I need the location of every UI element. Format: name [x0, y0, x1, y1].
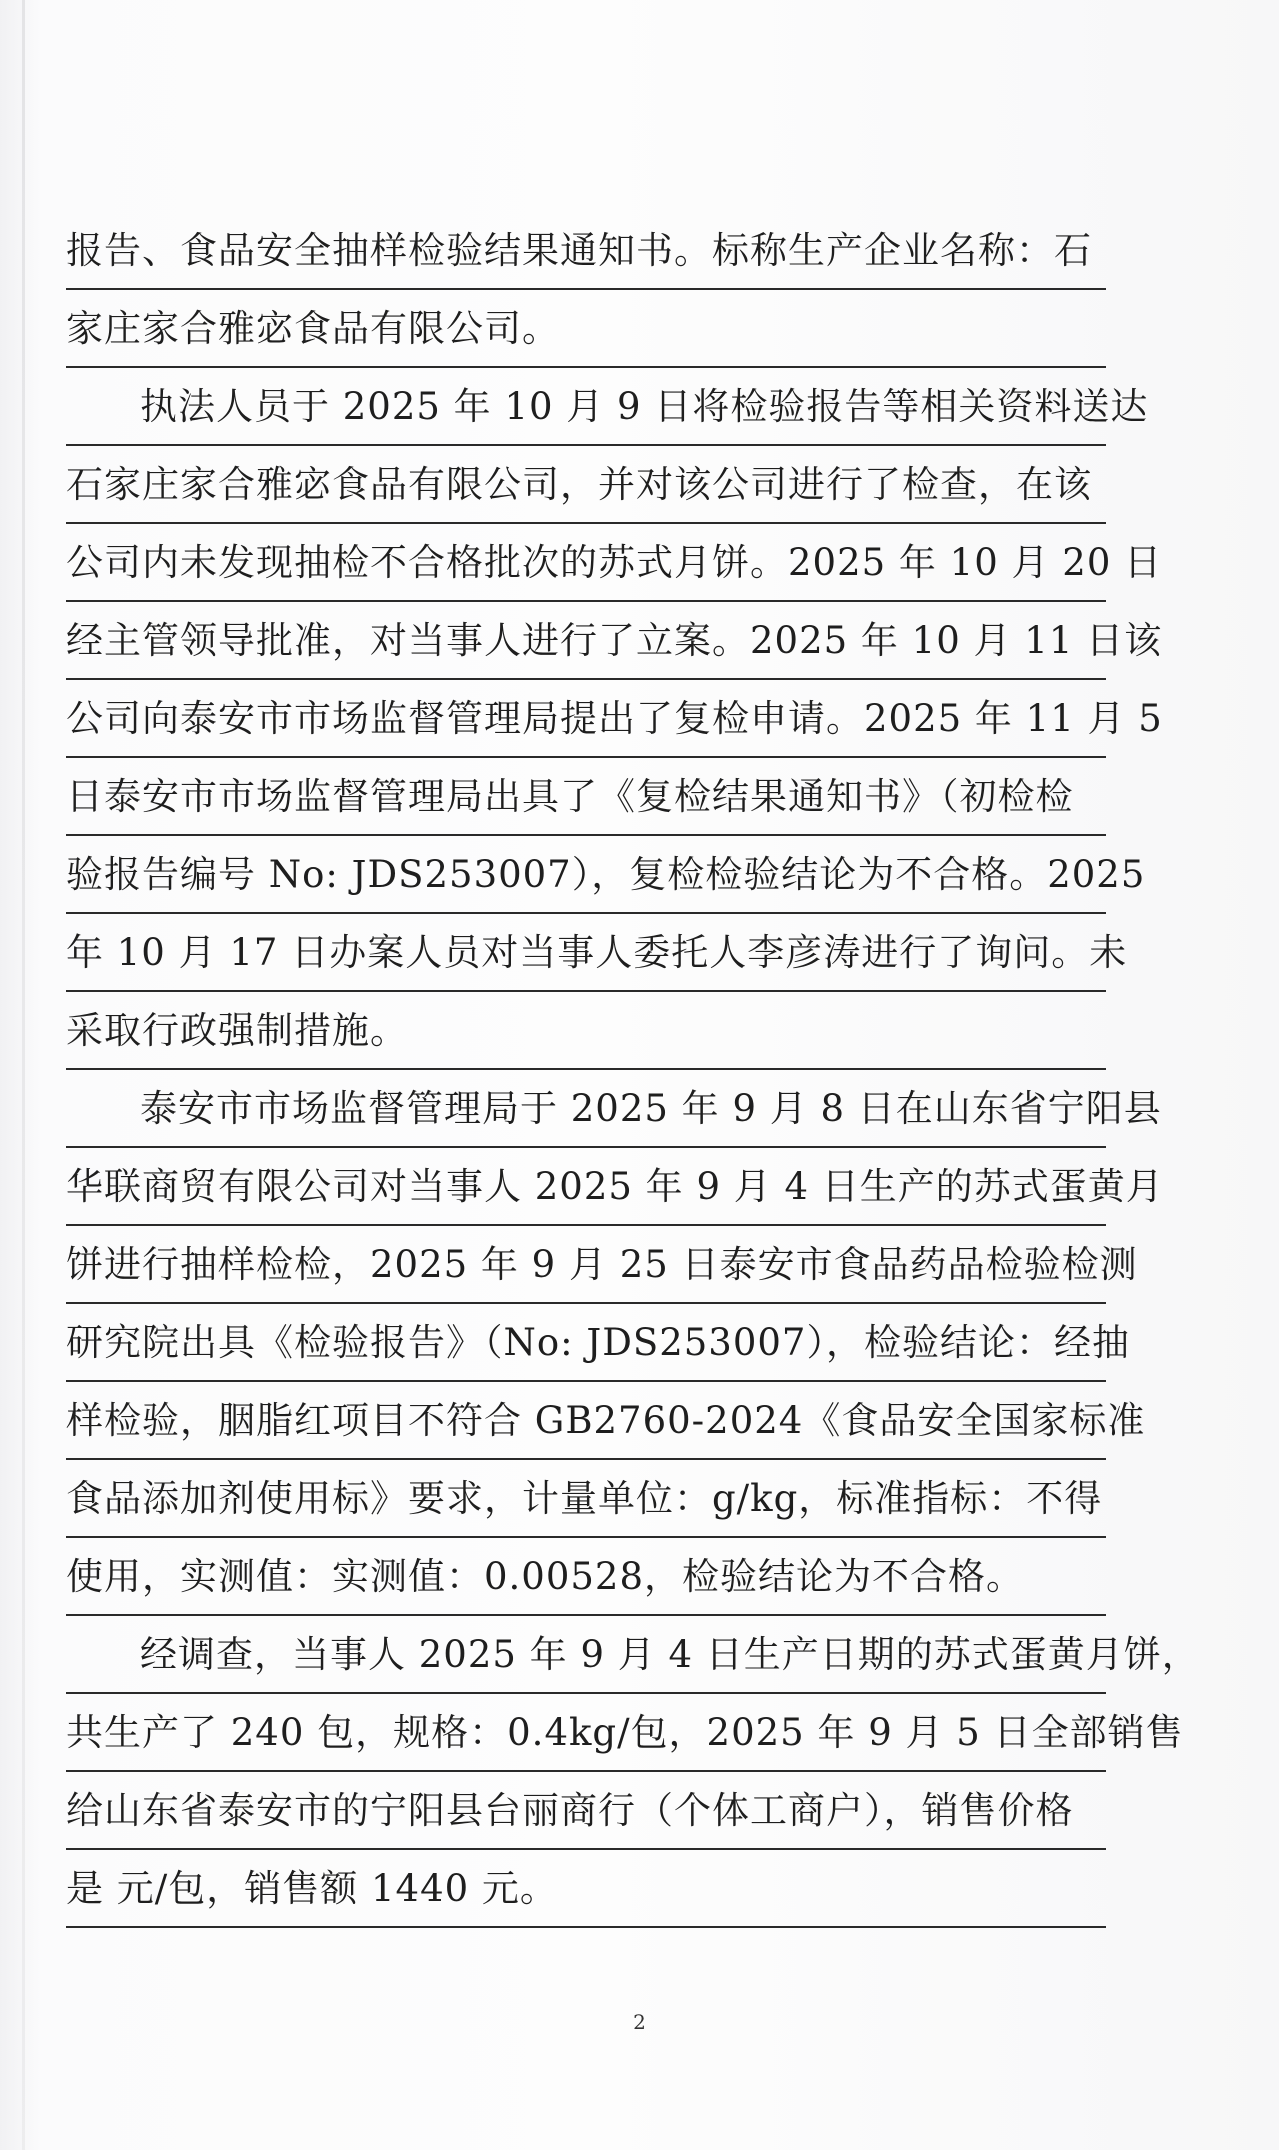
document-body [66, 212, 1200, 1928]
text-line: 公司向泰安市市场监督管理局提出了复检申请。2025 年 11 月 5 [66, 680, 1106, 758]
text-line: 经主管领导批准，对当事人进行了立案。2025 年 10 月 11 日该 [66, 602, 1106, 680]
text-line: 报告、食品安全抽样检验结果通知书。标称生产企业名称：石 [66, 212, 1106, 290]
text-line: 样检验，胭脂红项目不符合 GB2760-2024《食品安全国家标准 [66, 1382, 1106, 1460]
text-line: 验报告编号 No: JDS253007），复检检验结论为不合格。2025 [66, 836, 1106, 914]
text-line: 华联商贸有限公司对当事人 2025 年 9 月 4 日生产的苏式蛋黄月 [66, 1148, 1106, 1226]
text-line: 家庄家合雅宓食品有限公司。 [66, 290, 1106, 368]
text-line: 食品添加剂使用标》要求，计量单位：g/kg，标准指标：不得 [66, 1460, 1106, 1538]
text-line: 公司内未发现抽检不合格批次的苏式月饼。2025 年 10 月 20 日 [66, 524, 1106, 602]
text-line: 采取行政强制措施。 [66, 992, 1106, 1070]
text-line: 给山东省泰安市的宁阳县台丽商行（个体工商户），销售价格 [66, 1772, 1106, 1850]
text-line: 使用，实测值：实测值：0.00528，检验结论为不合格。 [66, 1538, 1106, 1616]
page-fold-shadow [22, 0, 25, 2150]
text-line: 共生产了 240 包，规格：0.4kg/包，2025 年 9 月 5 日全部销售 [66, 1694, 1106, 1772]
text-line: 经调查，当事人 2025 年 9 月 4 日生产日期的苏式蛋黄月饼， [66, 1616, 1106, 1694]
page-number: 2 [633, 2010, 646, 2034]
text-line: 年 10 月 17 日办案人员对当事人委托人李彦涛进行了询问。未 [66, 914, 1106, 992]
text-line: 石家庄家合雅宓食品有限公司，并对该公司进行了检查，在该 [66, 446, 1106, 524]
text-line: 泰安市市场监督管理局于 2025 年 9 月 8 日在山东省宁阳县 [66, 1070, 1106, 1148]
text-line: 执法人员于 2025 年 10 月 9 日将检验报告等相关资料送达 [66, 368, 1106, 446]
text-line: 是 元/包，销售额 1440 元。 [66, 1850, 1106, 1928]
text-line: 日泰安市市场监督管理局出具了《复检结果通知书》（初检检 [66, 758, 1106, 836]
text-line: 饼进行抽样检检，2025 年 9 月 25 日泰安市食品药品检验检测 [66, 1226, 1106, 1304]
text-line: 研究院出具《检验报告》（No: JDS253007），检验结论：经抽 [66, 1304, 1106, 1382]
